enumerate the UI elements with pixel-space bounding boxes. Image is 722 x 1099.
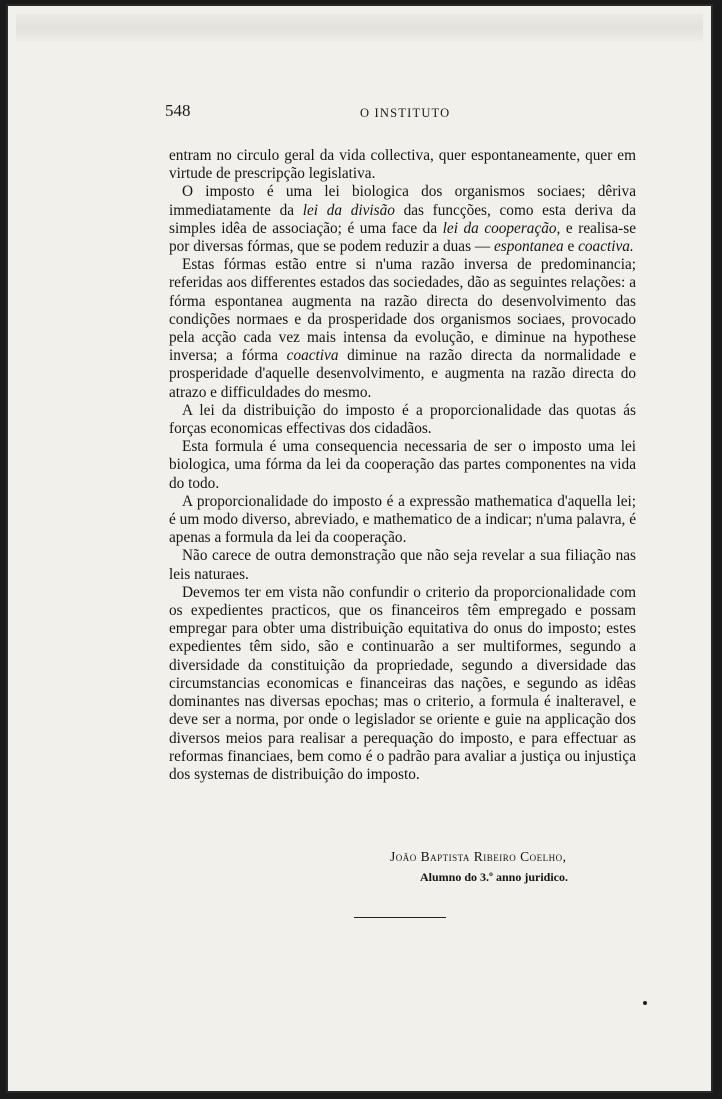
italic-term: espontanea <box>493 238 564 256</box>
book-page <box>6 4 713 1093</box>
paragraph-text: Estas fórmas estão entre si n'uma razão inversa de predominancia; referidas aos differentes estados das sociedades, dão as seguintes relações: a fórma espontanea augmenta na razão directa do desenvolvimento das condições normaes e da prosperidade dos organismos sociaes, provocado pela acção cada vez mais intensa da evolução, e diminue na hypothese inversa; a fórma <box>169 256 636 365</box>
page-header <box>165 101 645 123</box>
article-body <box>169 147 636 784</box>
italic-term: coactiva. <box>578 238 634 256</box>
paragraph <box>169 547 636 583</box>
paragraph <box>169 438 636 493</box>
paragraph-text: entram no circulo geral da vida collectiva, quer espontaneamente, quer em virtude de prescripção legislativa. <box>169 147 636 183</box>
paragraph-text: e realisa-se por diversas fórmas, que se podem reduzir a duas — <box>169 219 636 256</box>
italic-term: lei da cooperação, <box>442 219 561 237</box>
paragraph <box>169 493 636 548</box>
paragraph-text: A proporcionalidade do imposto é a expressão mathematica d'aquella lei; é um modo diverso, abreviado, e mathematico de a indicar; n'uma palavra, é apenas a formula da lei da cooperação. <box>169 492 636 547</box>
paragraph-text: Não carece de outra demonstração que não seja revelar a sua filiação nas leis naturaes. <box>169 547 636 583</box>
paragraph-text: e <box>563 238 579 256</box>
scan-stripe <box>16 14 703 42</box>
author-name: João Baptista Ribeiro Coelho, <box>390 849 567 864</box>
italic-term: lei da divisão <box>302 201 395 219</box>
paragraph <box>169 147 636 183</box>
paragraph-text: O imposto é uma lei biologica dos organismos sociaes; dêriva immediatamente da <box>169 183 636 219</box>
paragraph-text: diminue na razão directa da normalidade e prosperidade d'aquelle desenvolvimento, e augmenta na razão directa do atrazo e difficuldades do mesmo. <box>169 347 636 401</box>
paragraph-text: A lei da distribuição do imposto é a proporcionalidade das quotas ás forças economicas effectivas dos cidadãos. <box>169 401 636 438</box>
paragraph <box>169 183 636 256</box>
paragraph-text: Esta formula é uma consequencia necessaria de ser o imposto uma lei biologica, uma fórma da lei da cooperação das partes componentes na vida do todo. <box>169 438 636 492</box>
running-title: O INSTITUTO <box>360 106 451 120</box>
paragraph <box>169 256 636 402</box>
paragraph <box>169 584 636 784</box>
paragraph-text: Devemos ter em vista não confundir o criterio da proporcionalidade com os expedientes practicos, que os financeiros têm empregado e possam empregar para obter uma distribuição equitativa do onus do imposto; estes expedientes têm sido, são e continuarão a ser multiformes, segundo a diversidade da constituição da propriedade, segundo a diversidade das circumstancias economicas e financeiras das nações, e segundo as idêas dominantes nas diversas epochas; mas o criterio, a formula é inalteravel, e deve ser a norma, por onde o legislador se oriente e guie na applicação dos diversos meios para realisar a perequação do imposto, e para effectuar as reformas financiaes, bem como é o padrão para avaliar a justiça ou injustiça dos systemas de distribuição do imposto. <box>169 583 636 783</box>
italic-term: coactiva <box>286 347 339 365</box>
author-affiliation: Alumno do 3.º anno juridico. <box>420 870 568 884</box>
signature-block <box>386 849 636 885</box>
paragraph <box>169 402 636 438</box>
closing-rule <box>354 917 446 918</box>
ink-speck <box>643 1001 647 1005</box>
page-number: 548 <box>165 101 191 120</box>
paragraph-text: das funcções, como esta deriva da simples idêa de associação; é uma face da <box>169 201 636 237</box>
